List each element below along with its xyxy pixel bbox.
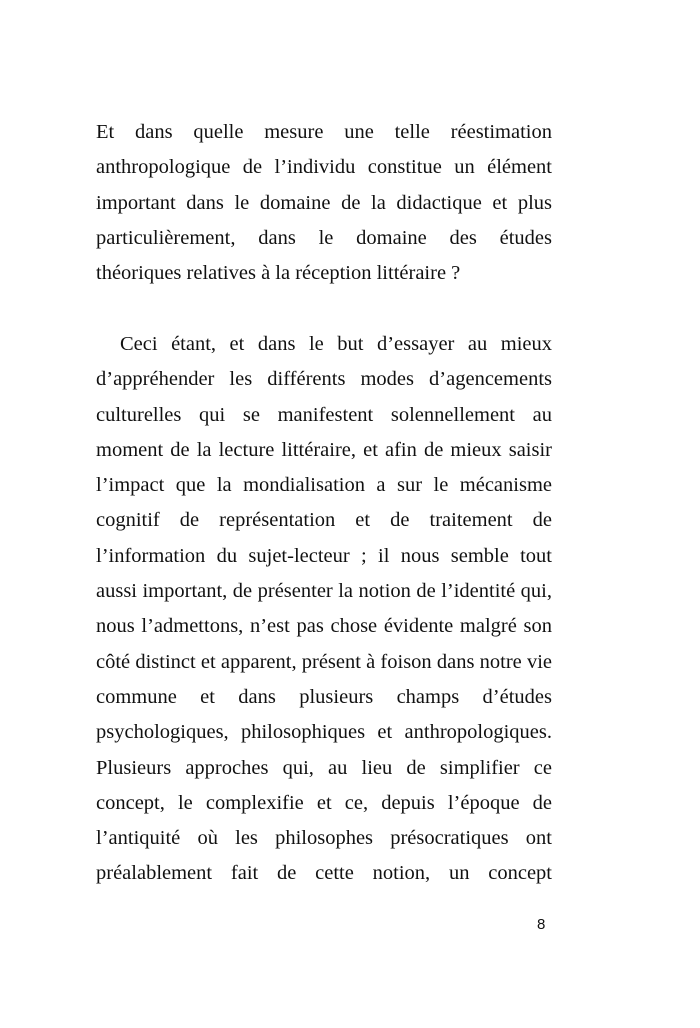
text-line: l’antiquité où les philosophes présocratiques ont	[96, 827, 552, 850]
text-line: concept, le complexifie et ce, depuis l’époque de	[96, 791, 552, 814]
text-line: aussi important, de présenter la notion de l’identité qui,	[96, 580, 552, 603]
text-line: Plusieurs approches qui, au lieu de simplifier ce	[96, 756, 552, 779]
text-line: l’impact que la mondialisation a sur le mécanisme	[96, 474, 552, 497]
text-line: préalablement fait de cette notion, un concept	[96, 862, 552, 885]
text-line: important dans le domaine de la didactique et plus	[96, 191, 552, 214]
text-line: côté distinct et apparent, présent à foison dans notre vie	[96, 650, 552, 673]
text-line: anthropologique de l’individu constitue un élément	[96, 156, 552, 179]
text-line: cognitif de représentation et de traitement de	[96, 509, 552, 532]
text-line: l’information du sujet-lecteur ; il nous semble tout	[96, 544, 552, 567]
text-line: Et dans quelle mesure une telle réestimation	[96, 121, 552, 143]
text-line: psychologiques, philosophiques et anthropologiques.	[96, 721, 552, 744]
text-line: culturelles qui se manifestent solennellement au	[96, 403, 552, 426]
text-line: Ceci étant, et dans le but d’essayer au mieux	[120, 333, 552, 355]
text-line: nous l’admettons, n’est pas chose évidente malgré son	[96, 615, 552, 638]
text-line: d’appréhender les différents modes d’agencements	[96, 368, 552, 391]
text-line: théoriques relatives à la réception littéraire ?	[96, 262, 461, 285]
page-number: 8	[537, 916, 546, 933]
paragraph-1	[96, 115, 552, 291]
text-line: particulièrement, dans le domaine des études	[96, 226, 552, 249]
text-line: moment de la lecture littéraire, et afin de mieux saisir	[96, 438, 552, 461]
paragraph-2	[96, 327, 552, 892]
text-line: commune et dans plusieurs champs d’études	[96, 685, 552, 708]
